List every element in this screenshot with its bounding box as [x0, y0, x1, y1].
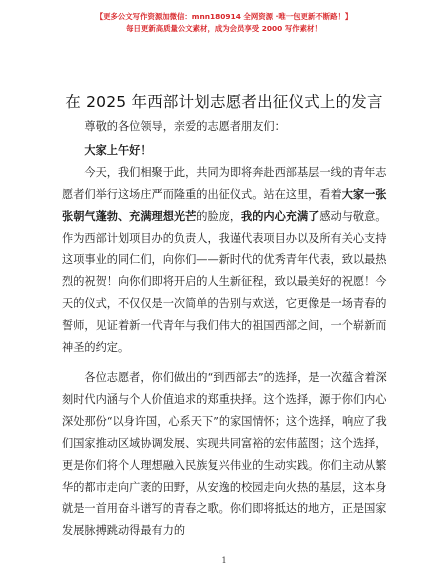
document-body: [62, 116, 390, 542]
paragraph-1: [62, 162, 390, 359]
page-number: 1: [221, 556, 227, 565]
document-title: 在 2025 年西部计划志愿者出征仪式上的发言: [65, 93, 383, 111]
salutation: 尊敬的各位领导，亲爱的志愿者朋友们：: [84, 120, 286, 133]
p1-text-e: 感动与敬意。作为西部计划项目办的负责人，我谨代表项目办以及所有关心支持这项事业的同仁们，向你们——新时代的优秀青年代表，致以最热烈的祝贺！向你们即将开启的人生新征程，致以最美好的祝愿！今天的仪式，不仅仅是一次简单的告别与欢送，它更像是一场青春的誓师，见证着新一代青年与我们伟大的祖国西部之间，一个崭新而神圣的约定。: [62, 209, 387, 355]
banner-line-2: 每日更新高质量公文素材，成为会员享受 2000 写作素材！: [126, 24, 322, 33]
p1-bold-phrase-2: 我的内心充满了: [241, 209, 320, 223]
p1-bold-phrase: 大家一张张朝气蓬勃、充满理想光芒: [62, 187, 387, 223]
paragraph-2: 各位志愿者，你们做出的“到西部去”的选择，是一次蕴含着深刻时代内涵与个人价值追求的郑重抉择。这个选择，源于你们内心深处那份“以身许国，心系天下”的家国情怀；这个选择，响应了我们国家推动区域协调发展、实现共同富裕的宏伟蓝图；这个选择，更是你们将个人理想融入民族复兴伟业的生动实践。你们主动从繁华的都市走向广袤的田野，从安逸的校园走向火热的基层，这本身就是一首用奋斗谱写的青春之歌。你们即将抵达的地方，正是国家发展脉搏跳动得最有力的: [62, 370, 387, 538]
p1-text-c: 的脸庞，: [196, 209, 242, 223]
p1-text-a: 今天，我们相聚于此，共同为即将奔赴西部基层一线的青年志愿者们举行这场庄严而隆重的出征仪式。站在这里，看着: [62, 165, 387, 201]
banner-line-1: 【更多公文写作资源加微信：mnn180914 全网资源 ·唯一包更新不断路！】: [95, 12, 353, 21]
greeting: 大家上午好！: [84, 143, 152, 157]
promo-banner: [0, 12, 448, 34]
